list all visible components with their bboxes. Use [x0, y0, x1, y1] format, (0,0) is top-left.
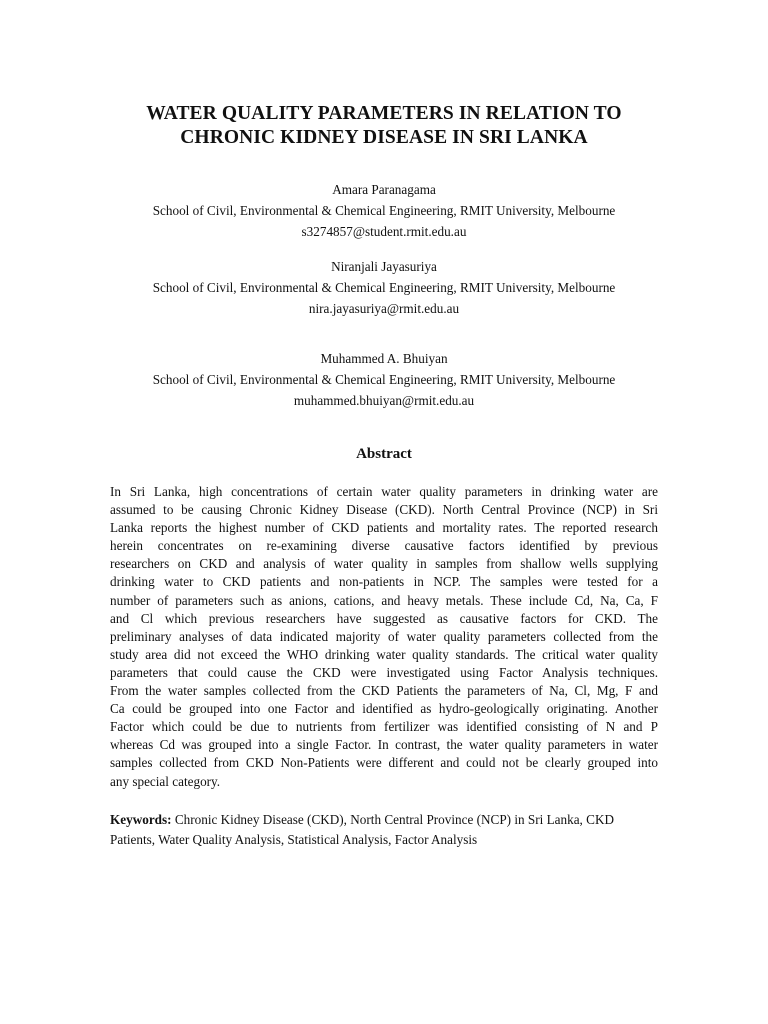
author-affiliation: School of Civil, Environmental & Chemical Engineering, RMIT University, Melbourne	[152, 203, 616, 218]
abstract-line: assumed to be causing Chronic Kidney Disease (CKD). North Central Province (NCP) in Sri	[110, 502, 658, 518]
keywords-line-2: Patients, Water Quality Analysis, Statistical Analysis, Factor Analysis	[110, 832, 478, 847]
title-line-2: CHRONIC KIDNEY DISEASE IN SRI LANKA	[180, 127, 588, 148]
author-block-2	[60, 256, 708, 319]
keywords	[110, 810, 670, 850]
author-name: Niranjali Jayasuriya	[331, 259, 437, 274]
abstract-line: Ca could be grouped into one Factor and identified as hydro-geologically originating. Another	[110, 701, 658, 717]
abstract-line: parameters that could cause the CKD were investigated using Factor Analysis techniques.	[110, 664, 658, 680]
author-email: nira.jayasuriya@rmit.edu.au	[308, 301, 460, 316]
author-name: Amara Paranagama	[332, 182, 436, 197]
abstract-line: In Sri Lanka, high concentrations of certain water quality parameters in drinking water are	[110, 484, 658, 499]
author-email: s3274857@student.rmit.edu.au	[301, 224, 467, 239]
abstract-line: number of parameters such as anions, cations, and heavy metals. These include Cd, Na, Ca, F	[110, 592, 658, 608]
keywords-line-1	[110, 810, 670, 830]
paper-title	[60, 102, 708, 150]
abstract-line: researchers on CKD and analysis of water quality in samples from shallow wells supplying	[110, 556, 658, 572]
abstract-heading: Abstract	[356, 446, 412, 462]
author-block-1	[60, 179, 708, 242]
abstract-line: herein concentrates on re-examining diverse causative factors identified by previous	[110, 538, 658, 554]
abstract-line: any special category.	[110, 773, 221, 789]
abstract-line: whereas Cd was grouped into a single Factor. In contrast, the water quality parameters in water	[110, 737, 658, 753]
author-name: Muhammed A. Bhuiyan	[320, 351, 448, 366]
author-block-3	[60, 348, 708, 411]
title-line-1: WATER QUALITY PARAMETERS IN RELATION TO	[146, 103, 622, 124]
abstract-line: and Cl which previous researchers have suggested as causative factors for CKD. The	[110, 610, 658, 626]
author-email: muhammed.bhuiyan@rmit.edu.au	[293, 393, 475, 408]
author-affiliation: School of Civil, Environmental & Chemical Engineering, RMIT University, Melbourne	[152, 372, 616, 387]
abstract-body	[110, 483, 658, 791]
keywords-text-1: Chronic Kidney Disease (CKD), North Central Province (NCP) in Sri Lanka, CKD	[171, 812, 614, 827]
abstract-line: drinking water to CKD patients and non-patients in NCP. The samples were tested for a	[110, 574, 658, 590]
abstract-line: From the water samples collected from the CKD Patients the parameters of Na, Cl, Mg, F and	[110, 683, 658, 699]
author-affiliation: School of Civil, Environmental & Chemical Engineering, RMIT University, Melbourne	[152, 280, 616, 295]
abstract-line: Factor which could be due to nutrients from fertilizer was identified consisting of N and P	[110, 719, 658, 735]
abstract-line: preliminary analyses of data indicated majority of water quality parameters collected from the	[110, 628, 658, 644]
abstract-line: Lanka reports the highest number of CKD patients and mortality rates. The reported research	[110, 520, 658, 536]
abstract-line: samples collected from CKD Non-Patients were different and could not be clearly grouped into	[110, 755, 658, 771]
keywords-label: Keywords:	[110, 812, 172, 827]
abstract-line: study area did not exceed the WHO drinking water quality standards. The critical water quality	[110, 646, 658, 662]
